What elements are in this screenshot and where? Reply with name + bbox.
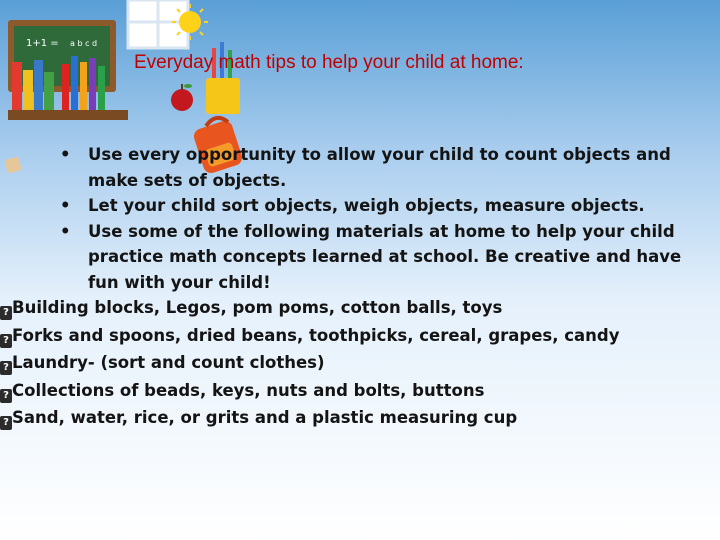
material-text: Laundry- (sort and count clothes) <box>12 353 325 372</box>
material-text: Collections of beads, keys, nuts and bolts, buttons <box>12 380 485 400</box>
material-item <box>0 295 708 321</box>
missing-glyph-icon: ? <box>0 416 12 430</box>
window-icon <box>128 0 188 48</box>
tip-item: • Use every opportunity to allow your child to count objects and make sets of objects. <box>58 142 708 193</box>
missing-glyph-icon: ? <box>0 361 12 375</box>
material-item <box>0 405 708 431</box>
materials-list <box>3 295 708 431</box>
material-text: Sand, water, rice, or grits and a plastic measuring cup <box>12 408 518 427</box>
chalkboard-right-text: a b c d <box>70 39 98 48</box>
material-text: Building blocks, Legos, pom poms, cotton balls, toys <box>12 298 503 317</box>
tip-item: • Let your child sort objects, weigh objects, measure objects. <box>58 193 708 219</box>
material-text: Forks and spoons, dried beans, toothpicks, cereal, grapes, candy <box>12 325 620 345</box>
slide-title: Everyday math tips to help your child at home: <box>134 52 524 73</box>
material-item <box>0 323 708 349</box>
missing-glyph-icon: ? <box>0 334 12 348</box>
apple-icon <box>171 84 193 111</box>
tip-item: • Use some of the following materials at home to help your child practice math concepts learned at school. Be creative and have fun with your child! <box>58 219 708 296</box>
chalkboard-left-text: 1+1 = <box>26 38 59 49</box>
tips-list <box>58 142 708 295</box>
slide-content <box>3 142 708 433</box>
material-item <box>0 378 708 404</box>
missing-glyph-icon: ? <box>0 306 12 320</box>
missing-glyph-icon: ? <box>0 389 12 403</box>
material-item <box>0 350 708 376</box>
